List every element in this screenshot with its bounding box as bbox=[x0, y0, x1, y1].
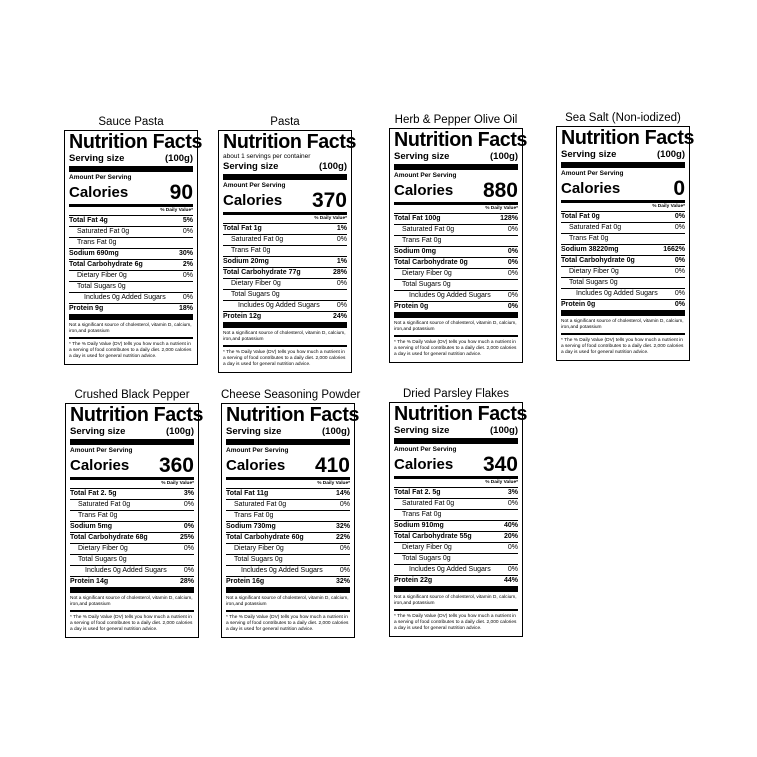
serving-size-value: (100g) bbox=[490, 425, 518, 436]
nutrient-label: Total Sugars 0g bbox=[78, 556, 127, 563]
total-fat-row bbox=[223, 224, 347, 235]
nutrient-daily-value: 3% bbox=[507, 489, 518, 496]
saturated-fat-row bbox=[223, 235, 347, 246]
calories-row bbox=[561, 178, 685, 203]
calories-value: 340 bbox=[482, 453, 518, 476]
sodium-row bbox=[561, 245, 685, 256]
nutrient-label: Total Sugars 0g bbox=[77, 283, 126, 290]
amount-per-serving: Amount Per Serving bbox=[226, 447, 289, 454]
amount-per-serving: Amount Per Serving bbox=[561, 170, 624, 177]
nutrient-label: Dietary Fiber 0g bbox=[77, 272, 127, 279]
nutrient-daily-value: 0% bbox=[507, 566, 518, 573]
total-carbohydrate-row bbox=[223, 268, 347, 279]
serving-size-value: (100g) bbox=[490, 151, 518, 162]
protein-row bbox=[394, 302, 518, 318]
nutrition-facts-label bbox=[389, 402, 528, 637]
nutrient-daily-value: 18% bbox=[178, 305, 193, 312]
total-fat-row bbox=[70, 489, 194, 500]
not-significant-source-note: Not a significant source of cholesterol, vitamin D, calcium, iron,and potassium bbox=[70, 593, 194, 612]
nutrient-daily-value: 0% bbox=[183, 567, 194, 574]
nutrient-label: Sodium 38220mg bbox=[561, 246, 619, 253]
serving-size-label: Serving size bbox=[226, 426, 282, 437]
nutrient-label: Total Carbohydrate 0g bbox=[394, 259, 468, 266]
saturated-fat-row bbox=[561, 223, 685, 234]
nutrient-label: Dietary Fiber 0g bbox=[78, 545, 128, 552]
total-sugars-row bbox=[226, 555, 350, 566]
nutrition-facts-heading: Nutrition Facts bbox=[394, 128, 528, 151]
dietary-fiber-row bbox=[394, 543, 518, 554]
total-fat-row bbox=[226, 489, 350, 500]
nutrient-label: Dietary Fiber 0g bbox=[234, 545, 284, 552]
nutrient-daily-value: 0% bbox=[339, 545, 350, 552]
dietary-fiber-row bbox=[223, 279, 347, 290]
nutrient-label: Trans Fat 0g bbox=[77, 239, 117, 246]
calories-label: Calories bbox=[70, 457, 130, 474]
calories-row bbox=[70, 455, 194, 480]
nutrient-daily-value: 0% bbox=[182, 272, 193, 279]
added-sugars-row bbox=[223, 301, 347, 312]
total-fat-row bbox=[394, 488, 518, 499]
nutrient-daily-value: 0% bbox=[674, 301, 685, 308]
amount-per-serving: Amount Per Serving bbox=[394, 172, 457, 179]
not-significant-source-note: Not a significant source of cholesterol, vitamin D, calcium, iron,and potassium bbox=[394, 318, 518, 337]
nutrient-daily-value: 0% bbox=[182, 228, 193, 235]
nutrition-facts-label bbox=[556, 126, 695, 361]
total-carbohydrate-row bbox=[226, 533, 350, 544]
serving-size-row bbox=[69, 153, 193, 172]
added-sugars-row bbox=[394, 565, 518, 576]
not-significant-source-note: Not a significant source of cholesterol, vitamin D, calcium, iron,and potassium bbox=[394, 592, 518, 611]
serving-size-label: Serving size bbox=[561, 149, 617, 160]
total-carbohydrate-row bbox=[394, 532, 518, 543]
nutrient-label: Protein 9g bbox=[69, 305, 104, 312]
nutrient-label: Total Fat 2. 5g bbox=[70, 490, 117, 497]
daily-value-footnote: * The % Daily Value (DV) tells you how much a nutrient in a serving of food contributes to a daily diet. 2,000 calories a day is used for general nutrition advice. bbox=[394, 340, 517, 357]
nutrient-daily-value: 0% bbox=[507, 226, 518, 233]
nutrition-facts-heading: Nutrition Facts bbox=[394, 402, 528, 425]
nutrient-label: Saturated Fat 0g bbox=[569, 224, 622, 231]
nutrient-daily-value: 0% bbox=[674, 213, 685, 220]
nutrient-daily-value: 0% bbox=[674, 290, 685, 297]
calories-row bbox=[226, 455, 350, 480]
calories-label: Calories bbox=[226, 457, 286, 474]
total-fat-row bbox=[394, 214, 518, 225]
nutrient-label: Total Carbohydrate 6g bbox=[69, 261, 143, 268]
calories-value: 0 bbox=[673, 177, 685, 200]
amount-per-serving: Amount Per Serving bbox=[69, 174, 132, 181]
saturated-fat-row bbox=[394, 225, 518, 236]
nutrient-daily-value: 32% bbox=[335, 578, 350, 585]
nutrition-facts-heading: Nutrition Facts bbox=[223, 130, 357, 153]
nutrition-facts-label bbox=[221, 403, 360, 638]
protein-row bbox=[561, 300, 685, 316]
nutrition-facts-heading: Nutrition Facts bbox=[226, 403, 360, 426]
nutrient-daily-value: 0% bbox=[507, 292, 518, 299]
serving-size-row bbox=[70, 426, 194, 445]
nutrient-label: Trans Fat 0g bbox=[402, 511, 442, 518]
trans-fat-row bbox=[223, 246, 347, 257]
calories-value: 90 bbox=[169, 181, 193, 204]
nutrient-label: Saturated Fat 0g bbox=[402, 500, 455, 507]
dietary-fiber-row bbox=[69, 271, 193, 282]
product-title: Sea Salt (Non-iodized) bbox=[565, 112, 681, 124]
nutrient-label: Total Carbohydrate 0g bbox=[561, 257, 635, 264]
nutrient-daily-value: 0% bbox=[507, 248, 518, 255]
calories-label: Calories bbox=[69, 184, 129, 201]
sodium-row bbox=[223, 257, 347, 268]
serving-size-label: Serving size bbox=[70, 426, 126, 437]
nutrient-label: Trans Fat 0g bbox=[402, 237, 442, 244]
trans-fat-row bbox=[70, 511, 194, 522]
nutrient-label: Protein 16g bbox=[226, 578, 265, 585]
nutrient-daily-value: 0% bbox=[507, 544, 518, 551]
daily-value-header: % Daily Value* bbox=[226, 480, 350, 489]
nutrient-daily-value: 0% bbox=[507, 270, 518, 277]
product-title: Cheese Seasoning Powder bbox=[221, 389, 361, 401]
saturated-fat-row bbox=[394, 499, 518, 510]
calories-value: 370 bbox=[311, 189, 347, 212]
nutrient-label: Dietary Fiber 0g bbox=[402, 270, 452, 277]
nutrient-label: Includes 0g Added Sugars bbox=[241, 567, 323, 574]
product-title: Pasta bbox=[270, 116, 300, 128]
sodium-row bbox=[226, 522, 350, 533]
daily-value-header: % Daily Value* bbox=[394, 479, 518, 488]
nutrient-daily-value: 2% bbox=[182, 261, 193, 268]
nutrient-label: Total Sugars 0g bbox=[234, 556, 283, 563]
calories-row bbox=[394, 180, 518, 205]
daily-value-footnote: * The % Daily Value (DV) tells you how much a nutrient in a serving of food contributes to a daily diet. 2,000 calories a day is used for general nutrition advice. bbox=[223, 350, 346, 367]
nutrient-label: Includes 0g Added Sugars bbox=[238, 302, 320, 309]
nutrient-daily-value: 40% bbox=[503, 522, 518, 529]
nutrient-daily-value: 1% bbox=[336, 225, 347, 232]
nutrient-label: Trans Fat 0g bbox=[78, 512, 118, 519]
nutrient-label: Total Sugars 0g bbox=[402, 281, 451, 288]
serving-size-value: (100g) bbox=[657, 149, 685, 160]
nutrient-daily-value: 0% bbox=[674, 257, 685, 264]
saturated-fat-row bbox=[70, 500, 194, 511]
nutrient-label: Includes 0g Added Sugars bbox=[576, 290, 658, 297]
nutrient-daily-value: 30% bbox=[178, 250, 193, 257]
nutrient-daily-value: 0% bbox=[674, 268, 685, 275]
nutrient-label: Total Sugars 0g bbox=[231, 291, 280, 298]
total-carbohydrate-row bbox=[561, 256, 685, 267]
nutrient-label: Dietary Fiber 0g bbox=[569, 268, 619, 275]
daily-value-footnote: * The % Daily Value (DV) tells you how much a nutrient in a serving of food contributes to a daily diet. 2,000 calories a day is used for general nutrition advice. bbox=[70, 615, 193, 632]
nutrient-label: Total Fat 4g bbox=[69, 217, 108, 224]
daily-value-header: % Daily Value* bbox=[70, 480, 194, 489]
total-carbohydrate-row bbox=[69, 260, 193, 271]
calories-row bbox=[394, 454, 518, 479]
nutrient-label: Includes 0g Added Sugars bbox=[84, 294, 166, 301]
nutrition-facts-heading: Nutrition Facts bbox=[70, 403, 204, 426]
not-significant-source-note: Not a significant source of cholesterol, vitamin D, calcium, iron,and potassium bbox=[223, 328, 347, 347]
nutrient-label: Total Carbohydrate 77g bbox=[223, 269, 301, 276]
sodium-row bbox=[394, 247, 518, 258]
product-title: Sauce Pasta bbox=[98, 116, 164, 128]
serving-size-row bbox=[223, 161, 347, 180]
serving-size-row bbox=[561, 149, 685, 168]
nutrient-label: Saturated Fat 0g bbox=[78, 501, 131, 508]
nutrient-label: Protein 0g bbox=[561, 301, 596, 308]
nutrient-label: Saturated Fat 0g bbox=[234, 501, 287, 508]
nutrient-label: Saturated Fat 0g bbox=[77, 228, 130, 235]
daily-value-header: % Daily Value* bbox=[561, 203, 685, 212]
total-sugars-row bbox=[394, 280, 518, 291]
nutrient-daily-value: 0% bbox=[336, 280, 347, 287]
serving-size-row bbox=[394, 151, 518, 170]
nutrient-daily-value: 20% bbox=[503, 533, 518, 540]
nutrition-facts-label bbox=[65, 403, 204, 638]
daily-value-header: % Daily Value* bbox=[223, 215, 347, 224]
nutrient-daily-value: 22% bbox=[335, 534, 350, 541]
calories-label: Calories bbox=[223, 192, 283, 209]
nutrient-daily-value: 24% bbox=[332, 313, 347, 320]
trans-fat-row bbox=[69, 238, 193, 249]
product-title: Dried Parsley Flakes bbox=[402, 388, 510, 400]
added-sugars-row bbox=[394, 291, 518, 302]
nutrient-daily-value: 0% bbox=[183, 523, 194, 530]
protein-row bbox=[226, 577, 350, 593]
total-carbohydrate-row bbox=[394, 258, 518, 269]
nutrient-daily-value: 32% bbox=[335, 523, 350, 530]
nutrient-label: Trans Fat 0g bbox=[231, 247, 271, 254]
added-sugars-row bbox=[226, 566, 350, 577]
daily-value-header: % Daily Value* bbox=[69, 207, 193, 216]
serving-size-row bbox=[394, 425, 518, 444]
calories-label: Calories bbox=[394, 456, 454, 473]
servings-per-container: about 1 servings per container bbox=[223, 153, 311, 160]
saturated-fat-row bbox=[226, 500, 350, 511]
amount-per-serving: Amount Per Serving bbox=[223, 182, 286, 189]
nutrient-daily-value: 28% bbox=[332, 269, 347, 276]
total-carbohydrate-row bbox=[70, 533, 194, 544]
daily-value-footnote: * The % Daily Value (DV) tells you how much a nutrient in a serving of food contributes to a daily diet. 2,000 calories a day is used for general nutrition advice. bbox=[226, 615, 349, 632]
dietary-fiber-row bbox=[394, 269, 518, 280]
calories-value: 410 bbox=[314, 454, 350, 477]
calories-label: Calories bbox=[561, 180, 621, 197]
nutrient-daily-value: 1662% bbox=[663, 246, 685, 253]
nutrient-label: Total Fat 1g bbox=[223, 225, 262, 232]
daily-value-footnote: * The % Daily Value (DV) tells you how much a nutrient in a serving of food contributes to a daily diet. 2,000 calories a day is used for general nutrition advice. bbox=[69, 342, 192, 359]
nutrient-daily-value: 0% bbox=[183, 501, 194, 508]
serving-size-value: (100g) bbox=[322, 426, 350, 437]
nutrient-daily-value: 25% bbox=[179, 534, 194, 541]
total-fat-row bbox=[69, 216, 193, 227]
serving-size-value: (100g) bbox=[319, 161, 347, 172]
nutrient-label: Total Fat 2. 5g bbox=[394, 489, 441, 496]
calories-value: 880 bbox=[482, 179, 518, 202]
nutrient-label: Total Carbohydrate 55g bbox=[394, 533, 472, 540]
calories-value: 360 bbox=[158, 454, 194, 477]
nutrient-label: Sodium 0mg bbox=[394, 248, 437, 255]
nutrient-daily-value: 0% bbox=[339, 567, 350, 574]
daily-value-header: % Daily Value* bbox=[394, 205, 518, 214]
nutrient-label: Saturated Fat 0g bbox=[402, 226, 455, 233]
calories-row bbox=[223, 190, 347, 215]
sodium-row bbox=[394, 521, 518, 532]
trans-fat-row bbox=[226, 511, 350, 522]
nutrient-label: Includes 0g Added Sugars bbox=[409, 292, 491, 299]
daily-value-footnote: * The % Daily Value (DV) tells you how much a nutrient in a serving of food contributes to a daily diet. 2,000 calories a day is used for general nutrition advice. bbox=[394, 614, 517, 631]
nutrient-label: Dietary Fiber 0g bbox=[402, 544, 452, 551]
product-title: Herb & Pepper Olive Oil bbox=[394, 114, 518, 126]
nutrient-label: Includes 0g Added Sugars bbox=[85, 567, 167, 574]
serving-size-label: Serving size bbox=[223, 161, 279, 172]
total-sugars-row bbox=[223, 290, 347, 301]
total-sugars-row bbox=[69, 282, 193, 293]
nutrient-label: Dietary Fiber 0g bbox=[231, 280, 281, 287]
nutrient-daily-value: 128% bbox=[500, 215, 518, 222]
nutrition-facts-label bbox=[218, 130, 357, 373]
total-sugars-row bbox=[394, 554, 518, 565]
total-fat-row bbox=[561, 212, 685, 223]
calories-row bbox=[69, 182, 193, 207]
nutrient-daily-value: 0% bbox=[336, 236, 347, 243]
nutrient-label: Total Sugars 0g bbox=[402, 555, 451, 562]
nutrient-daily-value: 0% bbox=[507, 303, 518, 310]
nutrient-label: Protein 14g bbox=[70, 578, 109, 585]
added-sugars-row bbox=[70, 566, 194, 577]
serving-size-label: Serving size bbox=[69, 153, 125, 164]
nutrient-daily-value: 0% bbox=[336, 302, 347, 309]
nutrient-label: Protein 12g bbox=[223, 313, 262, 320]
nutrition-facts-label bbox=[389, 128, 528, 363]
nutrient-daily-value: 0% bbox=[339, 501, 350, 508]
nutrient-label: Protein 0g bbox=[394, 303, 429, 310]
nutrient-daily-value: 44% bbox=[503, 577, 518, 584]
dietary-fiber-row bbox=[226, 544, 350, 555]
daily-value-footnote: * The % Daily Value (DV) tells you how much a nutrient in a serving of food contributes to a daily diet. 2,000 calories a day is used for general nutrition advice. bbox=[561, 338, 684, 355]
nutrition-facts-heading: Nutrition Facts bbox=[69, 130, 203, 153]
nutrient-label: Total Carbohydrate 68g bbox=[70, 534, 148, 541]
not-significant-source-note: Not a significant source of cholesterol, vitamin D, calcium, iron,and potassium bbox=[226, 593, 350, 612]
nutrient-label: Protein 22g bbox=[394, 577, 433, 584]
nutrient-label: Total Fat 11g bbox=[226, 490, 269, 497]
nutrient-label: Sodium 910mg bbox=[394, 522, 444, 529]
nutrient-label: Includes 0g Added Sugars bbox=[409, 566, 491, 573]
protein-row bbox=[70, 577, 194, 593]
amount-per-serving: Amount Per Serving bbox=[70, 447, 133, 454]
nutrition-facts-label bbox=[64, 130, 203, 365]
trans-fat-row bbox=[394, 236, 518, 247]
nutrient-label: Trans Fat 0g bbox=[569, 235, 609, 242]
nutrient-label: Sodium 20mg bbox=[223, 258, 269, 265]
nutrient-daily-value: 28% bbox=[179, 578, 194, 585]
serving-size-value: (100g) bbox=[165, 153, 193, 164]
nutrient-label: Total Carbohydrate 60g bbox=[226, 534, 304, 541]
product-title: Crushed Black Pepper bbox=[74, 389, 190, 401]
sodium-row bbox=[69, 249, 193, 260]
serving-size-row bbox=[226, 426, 350, 445]
nutrient-daily-value: 1% bbox=[336, 258, 347, 265]
added-sugars-row bbox=[561, 289, 685, 300]
nutrient-label: Trans Fat 0g bbox=[234, 512, 274, 519]
nutrient-label: Sodium 5mg bbox=[70, 523, 113, 530]
dietary-fiber-row bbox=[561, 267, 685, 278]
added-sugars-row bbox=[69, 293, 193, 304]
trans-fat-row bbox=[394, 510, 518, 521]
not-significant-source-note: Not a significant source of cholesterol, vitamin D, calcium, iron,and potassium bbox=[561, 316, 685, 335]
amount-per-serving: Amount Per Serving bbox=[394, 446, 457, 453]
nutrient-label: Total Sugars 0g bbox=[569, 279, 618, 286]
serving-size-label: Serving size bbox=[394, 425, 450, 436]
total-sugars-row bbox=[70, 555, 194, 566]
not-significant-source-note: Not a significant source of cholesterol, vitamin D, calcium, iron,and potassium bbox=[69, 320, 193, 339]
nutrient-daily-value: 0% bbox=[674, 224, 685, 231]
protein-row bbox=[394, 576, 518, 592]
protein-row bbox=[223, 312, 347, 328]
saturated-fat-row bbox=[69, 227, 193, 238]
serving-size-value: (100g) bbox=[166, 426, 194, 437]
sodium-row bbox=[70, 522, 194, 533]
protein-row bbox=[69, 304, 193, 320]
trans-fat-row bbox=[561, 234, 685, 245]
nutrient-daily-value: 0% bbox=[507, 500, 518, 507]
nutrition-facts-heading: Nutrition Facts bbox=[561, 126, 695, 149]
serving-size-label: Serving size bbox=[394, 151, 450, 162]
total-sugars-row bbox=[561, 278, 685, 289]
dietary-fiber-row bbox=[70, 544, 194, 555]
nutrient-daily-value: 0% bbox=[182, 294, 193, 301]
nutrient-daily-value: 5% bbox=[182, 217, 193, 224]
calories-label: Calories bbox=[394, 182, 454, 199]
nutrient-label: Saturated Fat 0g bbox=[231, 236, 284, 243]
nutrient-label: Total Fat 0g bbox=[561, 213, 600, 220]
nutrient-label: Sodium 730mg bbox=[226, 523, 276, 530]
nutrient-daily-value: 14% bbox=[335, 490, 350, 497]
nutrient-label: Total Fat 100g bbox=[394, 215, 441, 222]
nutrient-daily-value: 3% bbox=[183, 490, 194, 497]
nutrient-daily-value: 0% bbox=[183, 545, 194, 552]
nutrient-daily-value: 0% bbox=[507, 259, 518, 266]
nutrient-label: Sodium 690mg bbox=[69, 250, 119, 257]
